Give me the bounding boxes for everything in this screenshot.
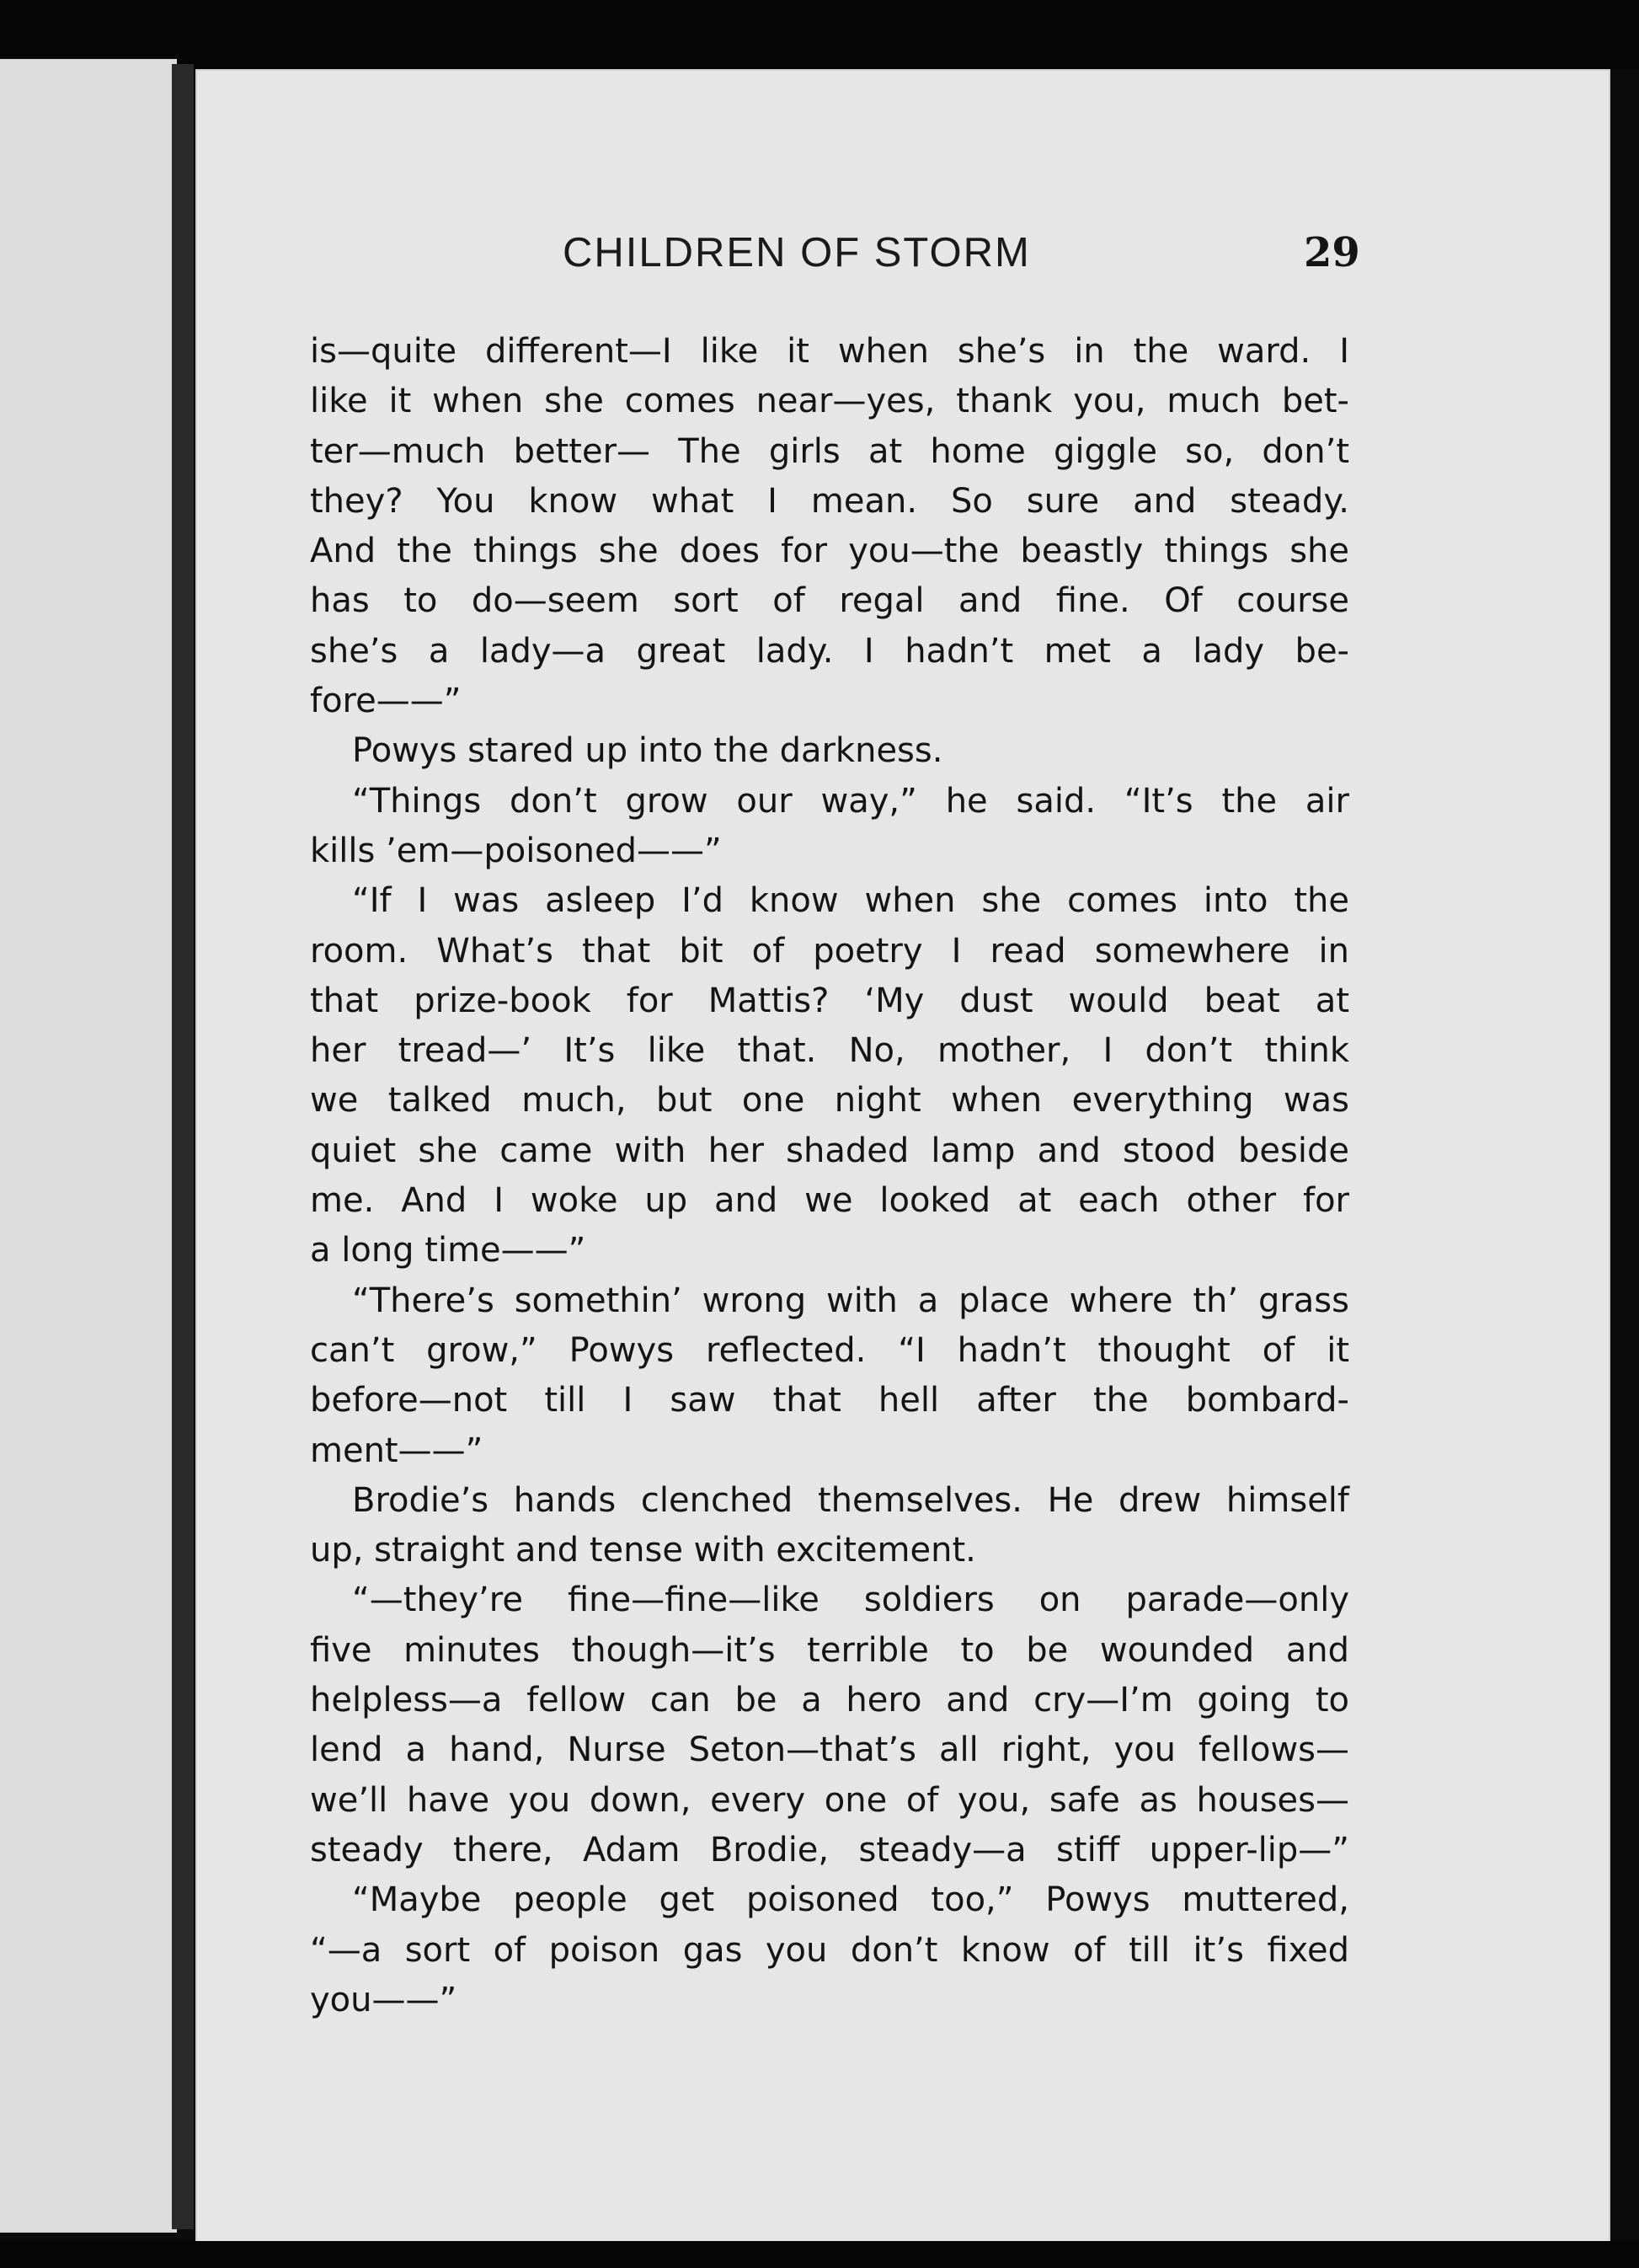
text-line: “—they’re fine—fine—like soldiers on parade—only — [352, 1581, 1349, 1620]
text-line: me. And I woke up and we looked at each other for — [310, 1181, 1349, 1221]
text-line: “There’s somethin’ wrong with a place where th’ grass — [352, 1281, 1349, 1320]
scan-top-margin — [0, 0, 1639, 69]
text-line: “If I was asleep I’d know when she comes into the — [352, 881, 1349, 921]
text-line: lend a hand, Nurse Seton—that’s all right, you fellows— — [310, 1730, 1349, 1770]
text-line: Powys stared up into the darkness. — [352, 731, 943, 771]
text-line: quiet she came with her shaded lamp and stood beside — [310, 1131, 1349, 1170]
text-line: Brodie’s hands clenched themselves. He drew himself — [352, 1480, 1349, 1520]
text-line: five minutes though—it’s terrible to be wounded and — [310, 1630, 1349, 1670]
text-line: room. What’s that bit of poetry I read somewhere in — [310, 931, 1349, 971]
text-line: “Maybe people get poisoned too,” Powys muttered, — [352, 1880, 1349, 1920]
book-spine-shadow — [172, 64, 194, 2229]
text-line: kills ’em—poisoned——” — [310, 831, 722, 870]
text-line: they? You know what I mean. So sure and steady. — [310, 481, 1349, 521]
text-line: steady there, Adam Brodie, steady—a stiff upper-lip—” — [310, 1830, 1349, 1869]
text-line: helpless—a fellow can be a hero and cry—I’m going to — [310, 1681, 1349, 1720]
text-line: we talked much, but one night when everything was — [310, 1081, 1349, 1121]
facing-page-edge — [0, 59, 177, 2233]
text-line: that prize-book for Mattis? ‘My dust would beat at — [310, 981, 1349, 1020]
running-head: CHILDREN OF STORM — [563, 230, 1031, 275]
text-line: we’ll have you down, every one of you, safe as houses— — [310, 1780, 1349, 1820]
text-line: ment——” — [310, 1431, 483, 1470]
text-line: “Things don’t grow our way,” he said. “It’s the air — [352, 781, 1349, 821]
scan-bottom-margin — [0, 2241, 1639, 2268]
body-text — [310, 327, 1349, 2025]
text-line: she’s a lady—a great lady. I hadn’t met a lady be- — [310, 631, 1349, 671]
text-line: a long time——” — [310, 1231, 586, 1270]
text-line: you——” — [310, 1980, 457, 2019]
text-line: And the things she does for you—the beastly things she — [310, 532, 1349, 571]
text-line: “—a sort of poison gas you don’t know of till it’s fixed — [310, 1930, 1349, 1970]
text-line: her tread—’ It’s like that. No, mother, I don’t think — [310, 1031, 1349, 1071]
text-line: fore——” — [310, 682, 462, 721]
text-line: like it when she comes near—yes, thank you, much bet- — [310, 382, 1349, 421]
text-line: before—not till I saw that hell after the bombard- — [310, 1381, 1349, 1420]
text-line: up, straight and tense with excitement. — [310, 1531, 976, 1570]
text-line: is—quite different—I like it when she’s in the ward. I — [310, 332, 1349, 371]
text-line: can’t grow,” Powys reflected. “I hadn’t thought of it — [310, 1330, 1349, 1370]
text-line: ter—much better— The girls at home giggle so, don’t — [310, 431, 1349, 471]
text-line: has to do—seem sort of regal and fine. Of course — [310, 581, 1349, 621]
page-number: 29 — [1304, 229, 1360, 276]
